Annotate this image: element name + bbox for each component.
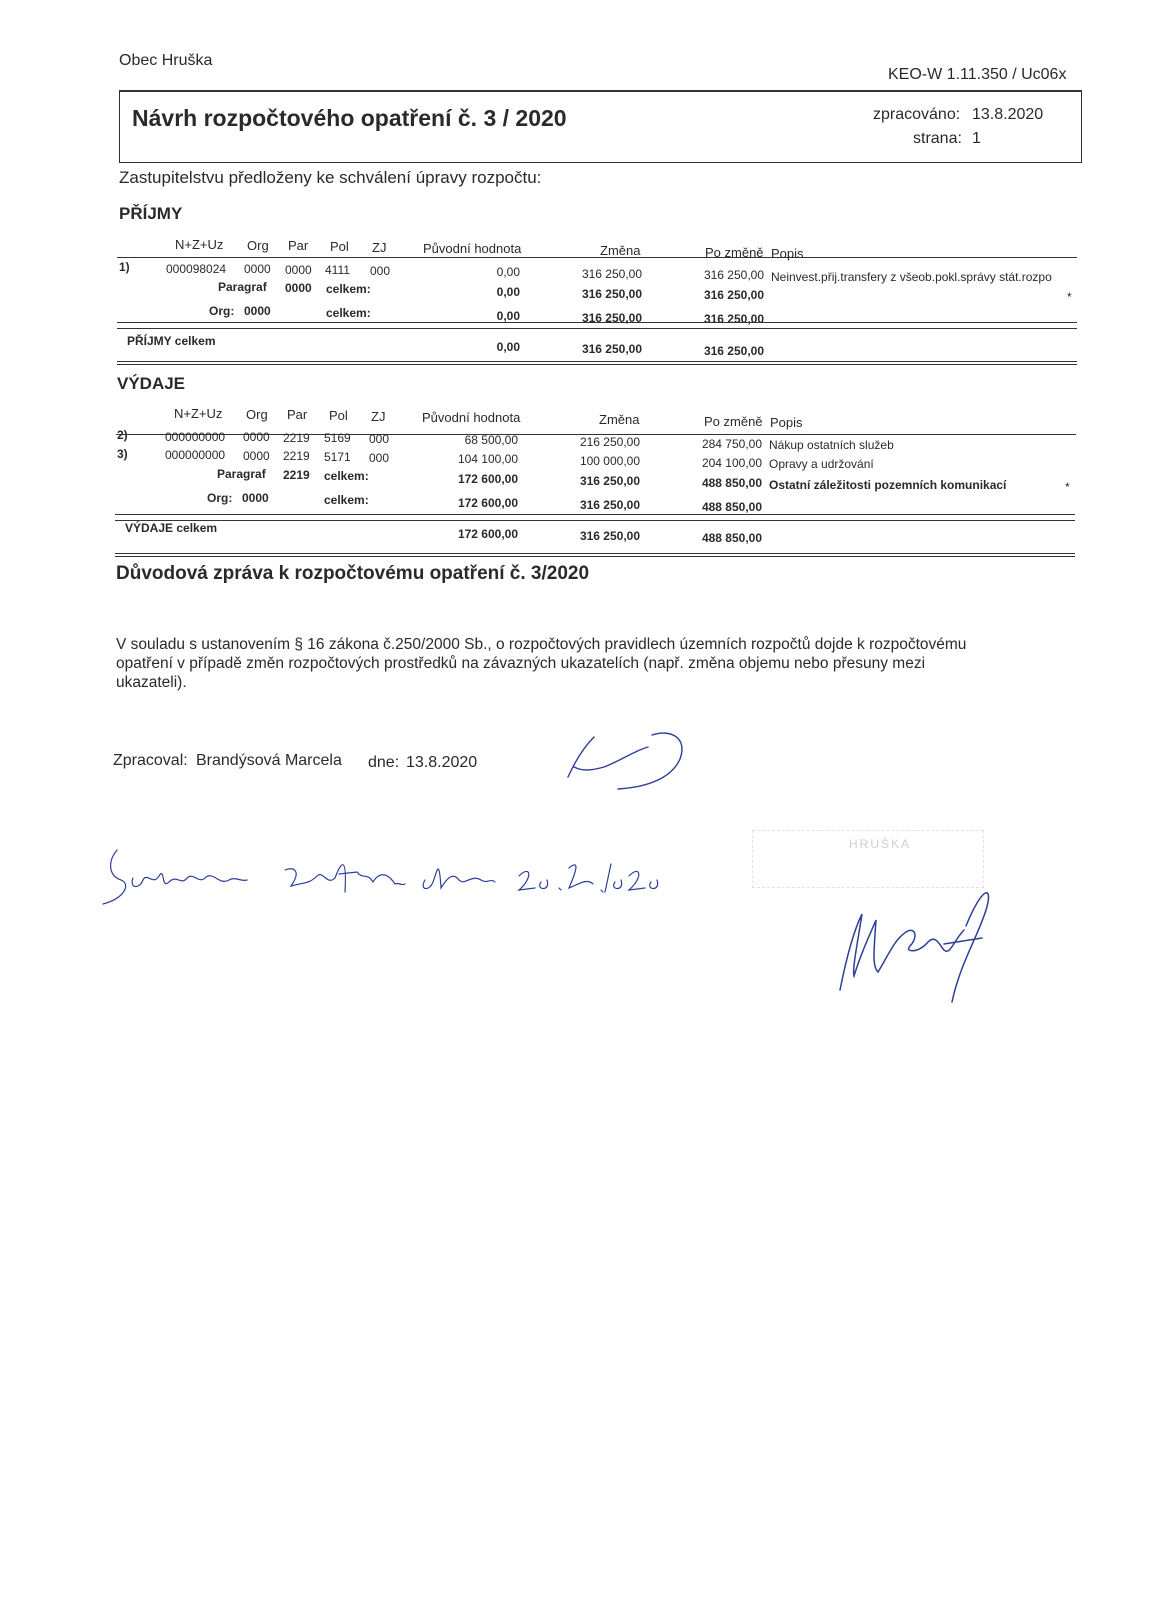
justification-line-2: opatření v případě změn rozpočtových prostředků na závazných ukazatelích (např. změna objemu nebo přesuny mezi: [116, 655, 926, 672]
income-double-rule: [117, 361, 1077, 365]
col-org: Org: [247, 238, 269, 253]
expenses-double-rule: [115, 553, 1075, 557]
justification-line-3: ukazateli).: [116, 674, 187, 691]
col-original: Původní hodnota: [423, 241, 522, 256]
title-box: [119, 90, 1082, 163]
mayor-signature: [832, 880, 1002, 1010]
col-par: Par: [288, 238, 309, 253]
justification-heading: Důvodová zpráva k rozpočtovému opatření č. 3/2020: [116, 563, 590, 584]
page-title: Návrh rozpočtového opatření č. 3 / 2020: [132, 105, 567, 131]
expenses-rule: [115, 520, 1075, 521]
processed-label: zpracováno:: [873, 106, 961, 123]
income-rule: [117, 322, 1077, 323]
intro-text: Zastupitelstvu předloženy ke schválení úpravy rozpočtu:: [119, 168, 542, 187]
income-rule: [117, 328, 1077, 329]
col-change: Změna: [600, 243, 641, 258]
expenses-rule: [115, 514, 1075, 515]
col-nzuz: N+Z+Uz: [175, 237, 224, 252]
processed-date: 13.8.2020: [972, 106, 1044, 123]
date-label: dne:: [368, 754, 400, 771]
expenses-heading: VÝDAJE: [117, 374, 186, 393]
handwritten-approval-note: [95, 842, 695, 912]
justification-line-1: V souladu s ustanovením § 16 zákona č.250/2000 Sb., o rozpočtových pravidlech územních rozpočtů dojde k rozpočtovému: [116, 636, 967, 653]
col-desc: Popis: [771, 246, 804, 261]
software-version: KEO-W 1.11.350 / Uc06x: [888, 66, 1067, 83]
col-zj: ZJ: [372, 240, 387, 255]
preparer-signature: [560, 725, 700, 795]
col-after: Po změně: [705, 245, 764, 260]
page-label: strana:: [913, 130, 962, 147]
prepared-label: Zpracoval:: [113, 752, 188, 769]
prepared-by: Brandýsová Marcela: [196, 752, 342, 769]
organization-name: Obec Hruška: [119, 52, 213, 69]
income-heading: PŘÍJMY: [119, 204, 183, 223]
stamp-text: HRUŠKA: [849, 837, 912, 851]
page-number: 1: [972, 130, 981, 147]
date-value: 13.8.2020: [406, 754, 478, 771]
col-pol: Pol: [330, 239, 349, 254]
income-header-rule: [117, 257, 1077, 258]
